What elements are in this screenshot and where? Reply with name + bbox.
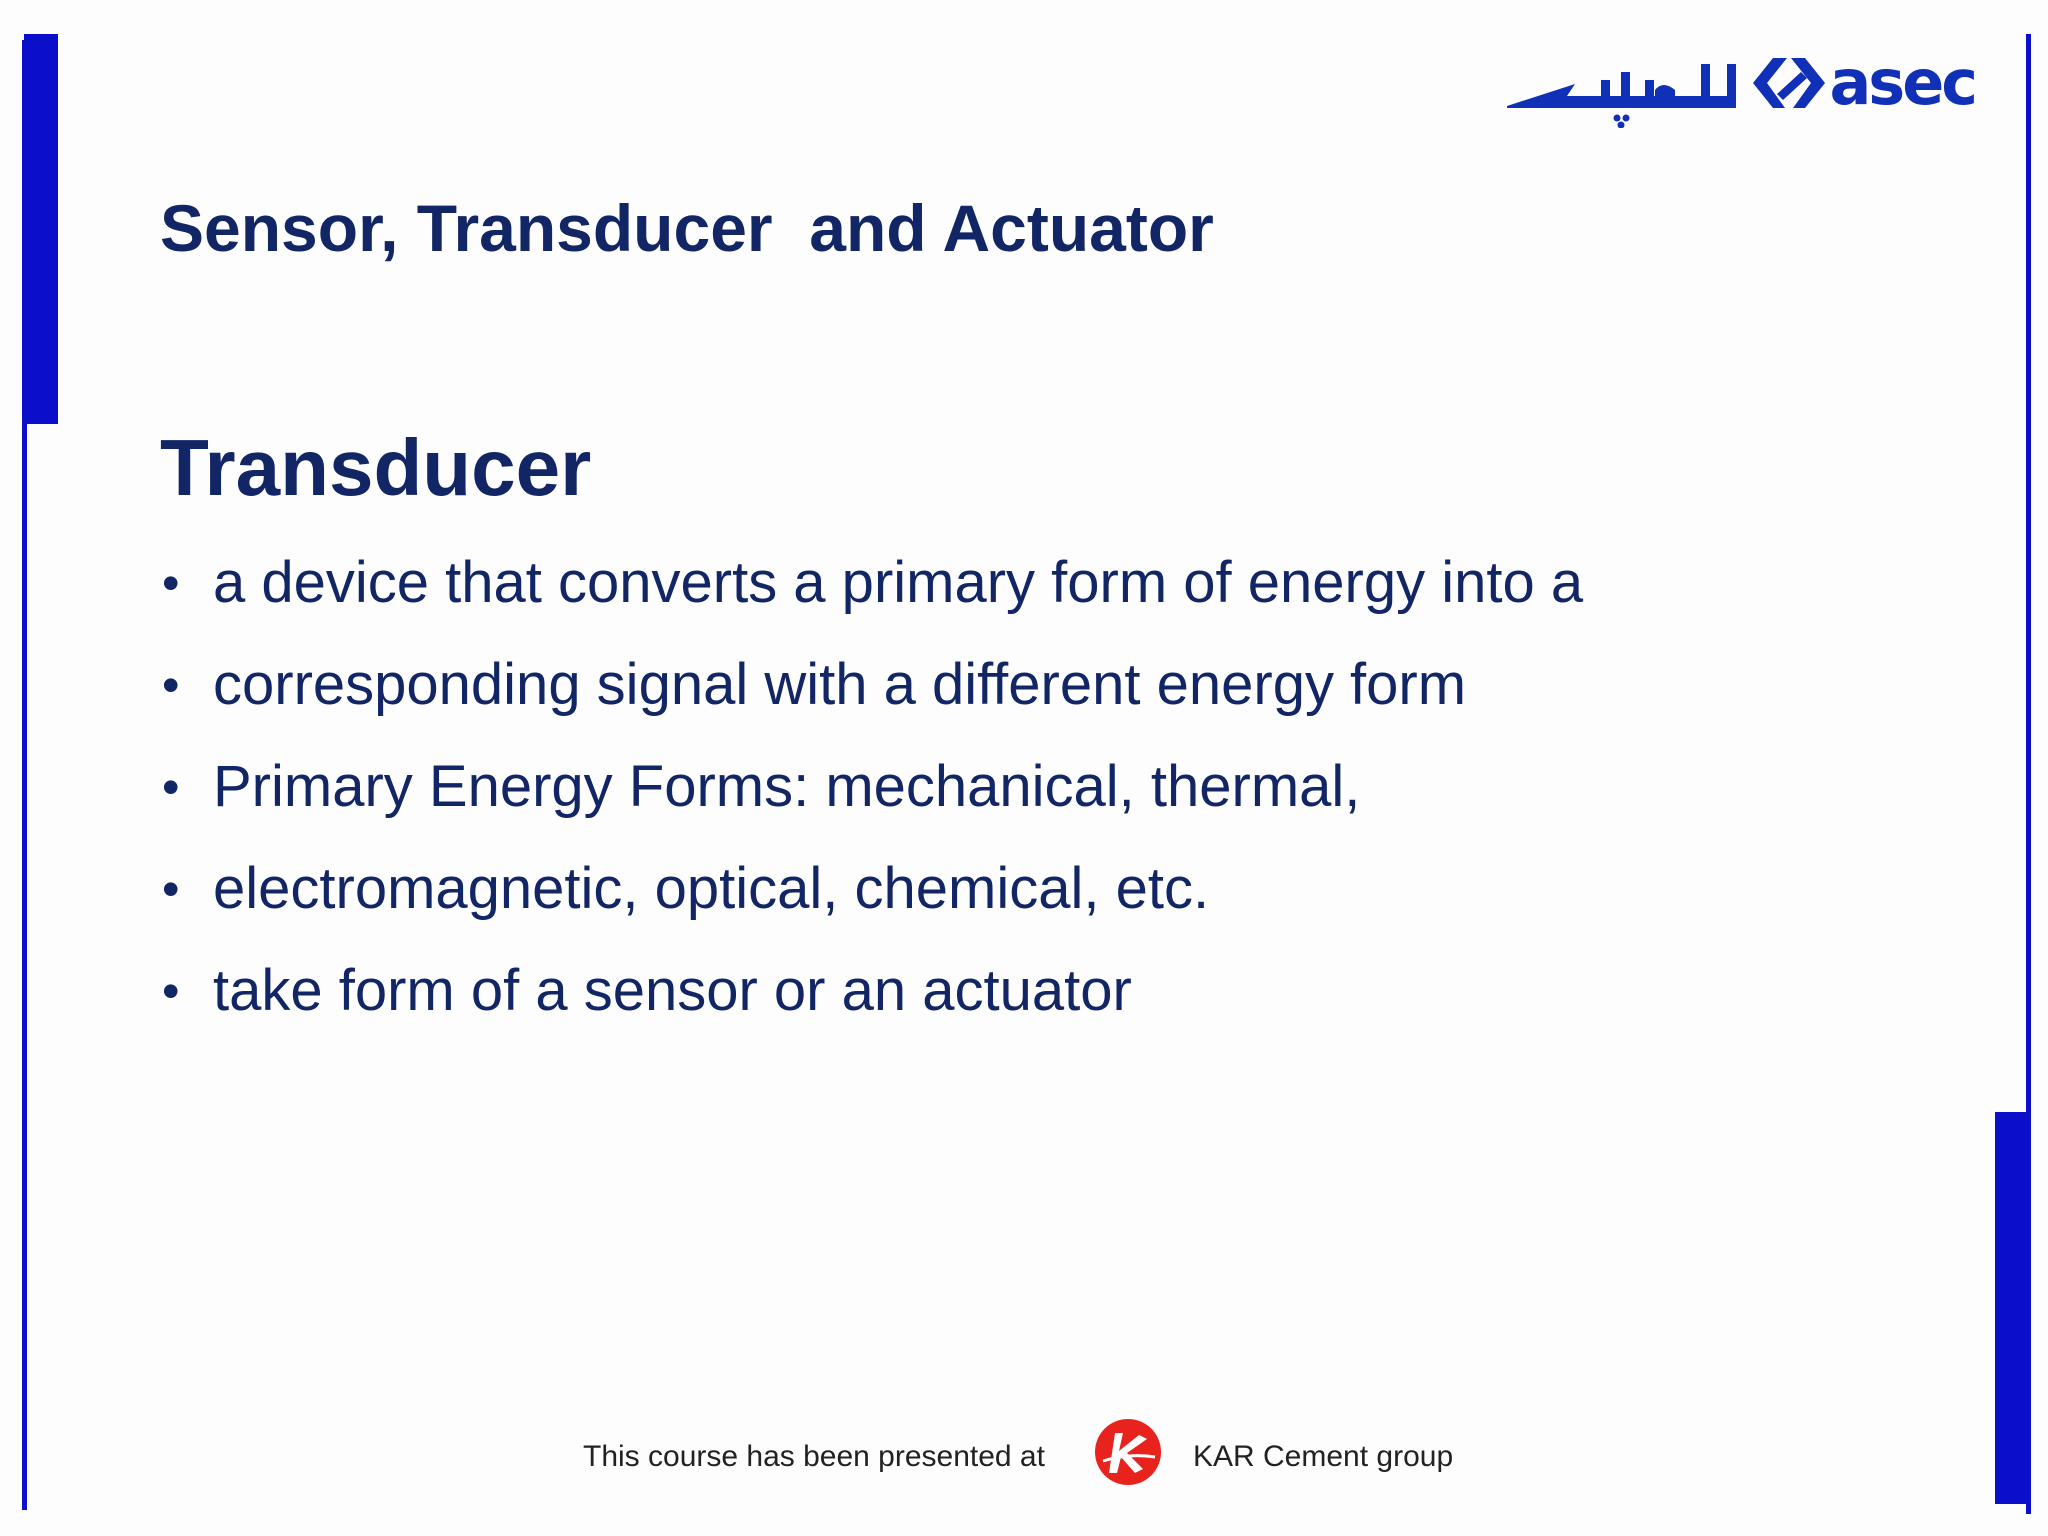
bullet-item bbox=[160, 532, 1583, 634]
bullet-item bbox=[160, 736, 1583, 838]
bullet-list bbox=[160, 532, 1583, 1042]
bullet-icon: • bbox=[162, 759, 180, 815]
bullet-text: a device that converts a primary form of energy into a bbox=[213, 550, 1584, 615]
asec-arabic-logo-icon bbox=[1505, 46, 1740, 128]
bullet-item bbox=[160, 838, 1583, 940]
slide-title: Sensor, Transducer and Actuator bbox=[160, 191, 1214, 265]
footer-presented-text: This course has been presented at bbox=[583, 1440, 1045, 1473]
bullet-text: corresponding signal with a different energy form bbox=[213, 652, 1467, 717]
bullet-text: take form of a sensor or an actuator bbox=[213, 958, 1132, 1023]
bullet-item bbox=[160, 634, 1583, 736]
kar-cement-logo-icon bbox=[1093, 1417, 1163, 1487]
bullet-text: Primary Energy Forms: mechanical, thermal, bbox=[213, 754, 1361, 819]
asec-logo bbox=[1505, 46, 1975, 128]
bullet-icon: • bbox=[162, 861, 180, 917]
bullet-icon: • bbox=[162, 657, 180, 713]
bullet-icon: • bbox=[162, 555, 180, 611]
footer-company-text: KAR Cement group bbox=[1193, 1440, 1454, 1473]
right-accent-bar bbox=[1995, 1112, 2031, 1504]
bullet-text: electromagnetic, optical, chemical, etc. bbox=[213, 856, 1210, 921]
asec-logo-text: asec bbox=[1829, 46, 1975, 119]
bullet-item bbox=[160, 940, 1583, 1042]
section-heading: Transducer bbox=[160, 423, 592, 512]
left-accent-bar bbox=[24, 34, 58, 424]
asec-emblem-icon bbox=[1747, 54, 1831, 112]
bullet-icon: • bbox=[162, 963, 180, 1019]
